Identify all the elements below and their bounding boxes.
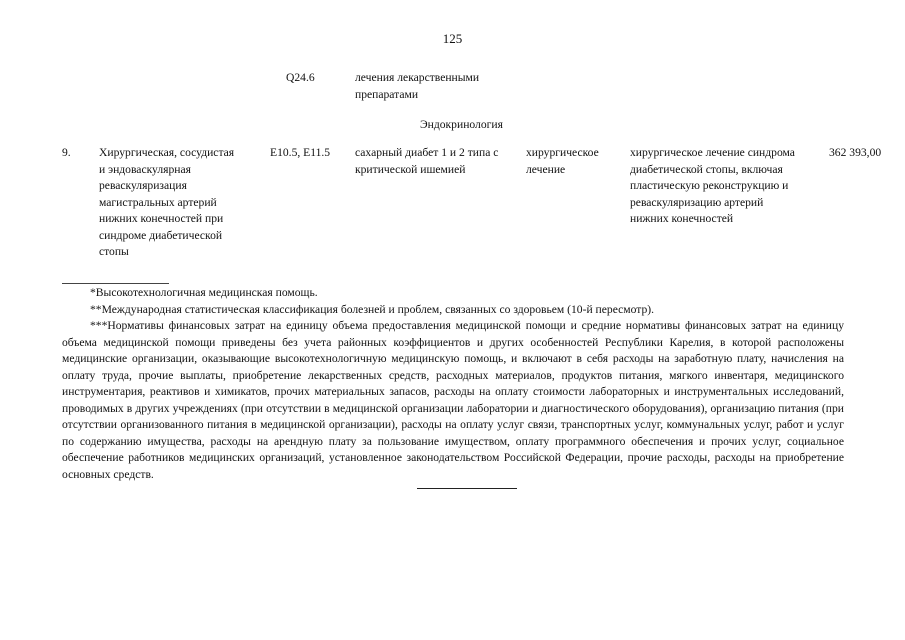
end-line	[417, 488, 517, 489]
footnote-3: ***Нормативы финансовых затрат на единицу объема предоставления медицинской помощи и средние нормативы финансовых затрат на единицу объема медицинской помощи приведены без учета районных коэффициентов и других особенностей Республики Карелия, в которой расположены медицинские организации, оказывающие высокотехнологичную медицинскую помощь, и включают в себя расходы на заработную плату, начисления на оплату труда, прочие выплаты, приобретение лекарственных средств, расходных материалов, продуктов питания, мягкого инвентаря, медицинского инструментария, реактивов и химикатов, прочих материальных запасов, расходы на оплату стоимости лабораторных и инструментальных исследований, проводимых в других учреждениях (при отсутствии в медицинской организации лаборатории и диагностического оборудования), организацию питания (при отсутствии организованного питания в медицинской организации), расходы на оплату услуг связи, транспортных услуг, коммунальных услуг, работ и услуг по содержанию имущества, расходы на арендную плату за пользование имуществом, оплату программного обеспечения и прочих услуг, социальное обеспечение работников медицинских организаций, установленное законодательством Российской Федерации, прочие расходы, расходы на приобретение основных средств.	[62, 319, 844, 481]
row-number: 9.	[62, 146, 71, 159]
prev-row-model: лечения лекарственными препаратами	[355, 71, 480, 101]
prev-row-code: Q24.6	[286, 71, 315, 84]
page-number: 125	[442, 31, 463, 46]
icd-codes: E10.5, E11.5	[270, 146, 331, 159]
treatment-method: хирургическое лечение синдрома диабетической стопы, включая пластическую реконструкцию и реваскуляризацию артерий нижних конечностей	[630, 146, 795, 225]
cost-value: 362 393,00	[829, 146, 882, 159]
treatment-type: хирургическое лечение	[526, 146, 599, 176]
vmp-group: Хирургическая, сосудистая и эндоваскулярная реваскуляризация магистральных артерий нижних конечностей при синдроме диабетической стопы	[99, 146, 235, 258]
patient-model: сахарный диабет 1 и 2 типа с критической ишемией	[355, 146, 499, 176]
footnote-separator	[62, 283, 169, 284]
section-title: Эндокринология	[420, 118, 503, 131]
footnote-2: **Международная статистическая классификация болезней и проблем, связанных со здоровьем (10-й пересмотр).	[90, 302, 655, 316]
footnote-1: *Высокотехнологичная медицинская помощь.	[90, 286, 318, 299]
footnotes	[62, 285, 844, 483]
